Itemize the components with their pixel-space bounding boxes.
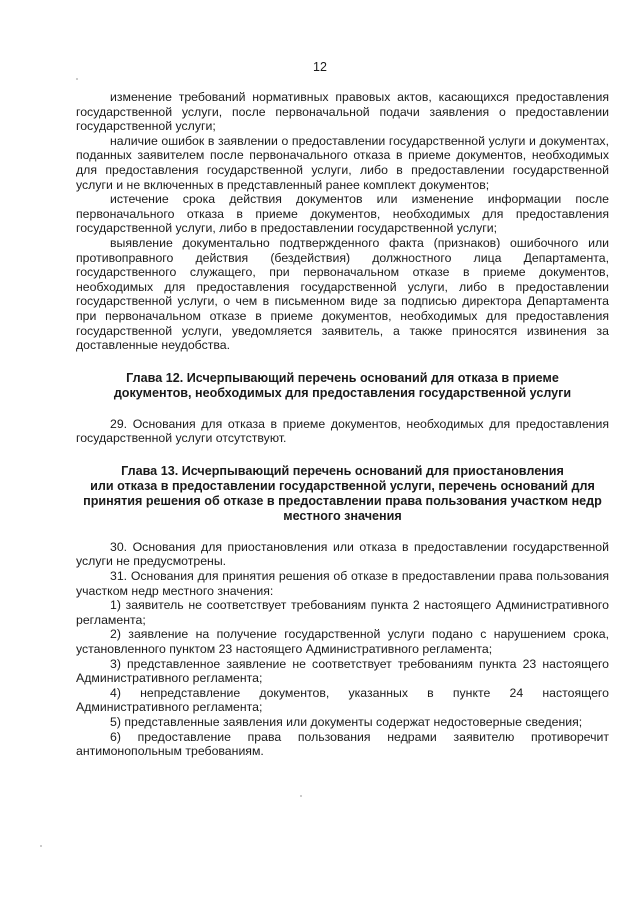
paragraph-29: 29. Основания для отказа в приеме документов, необходимых для предоставления государственной услуги отсутствуют.: [76, 416, 609, 446]
spacer: [76, 353, 609, 371]
document-body: [76, 90, 609, 759]
scan-speck: [76, 78, 78, 80]
list-item: 5) представленные заявления или документы содержат недостоверные сведения;: [110, 715, 583, 729]
paragraph-30: 30. Основания для приостановления или отказа в предоставлении государственной услуги не предусмотрены.: [76, 539, 609, 569]
list-item: 1) заявитель не соответствует требованиям пункта 2 настоящего Административного регламента;: [76, 598, 609, 627]
heading-line: Глава 12. Исчерпывающий перечень оснований для отказа в приеме: [126, 370, 559, 385]
scan-speck: [300, 795, 302, 797]
paragraph: выявление документально подтвержденного факта (признаков) ошибочного или противоправного действия (бездействия) должностного лица Департамента, государственного служащего, при первоначальном отказе в приеме документов, необходимых для предоставления государственной услуги, либо в предоставлении государственной услуги, о чем в письменном виде за подписью директора Департамента при первоначальном отказе в приеме документов, необходимых для предоставления государственной услуги, уведомляется заявитель, а также приносятся извинения за доставленные неудобства.: [76, 235, 609, 353]
heading-line: принятия решения об отказе в предоставлении права пользования участком недр: [83, 493, 602, 508]
list-item: 4) непредставление документов, указанных в пункте 24 настоящего Административного регламента;: [76, 685, 609, 715]
chapter-12-heading: [76, 371, 609, 401]
heading-line: документов, необходимых для предоставления государственной услуги: [113, 385, 572, 400]
heading-line: местного значения: [283, 508, 402, 523]
spacer: [76, 446, 609, 464]
spacer: [76, 401, 609, 417]
paragraph: истечение срока действия документов или изменение информации после первоначального отказа в приеме документов, необходимых для предоставления государственной услуги, либо в предоставлении государственной услуги;: [76, 192, 609, 236]
heading-line: или отказа в предоставлении государственной услуги, перечень оснований для: [90, 478, 595, 493]
list-item: 6) предоставление права пользования недрами заявителю противоречит антимонопольным требованиям.: [76, 729, 609, 759]
paragraph: наличие ошибок в заявлении о предоставлении государственной услуги и документах, поданных заявителем после первоначального отказа в приеме документов, необходимых для предоставления государственной услуги, либо в предоставлении государственной услуги и не включенных в представленный ранее комплект документов;: [76, 133, 609, 192]
heading-line: Глава 13. Исчерпывающий перечень оснований для приостановления: [121, 463, 564, 478]
spacer: [76, 524, 609, 540]
paragraph-31: 31. Основания для принятия решения об отказе в предоставлении права пользования участком недр местного значения:: [76, 569, 609, 598]
scan-speck: [40, 845, 42, 847]
paragraph: изменение требований нормативных правовых актов, касающихся предоставления государственной услуги, после первоначальной подачи заявления о предоставлении государственной услуги;: [76, 90, 609, 134]
chapter-13-heading: [76, 464, 609, 524]
list-item: 3) представленное заявление не соответствует требованиям пункта 23 настоящего Административного регламента;: [76, 656, 609, 686]
list-item: 2) заявление на получение государственной услуги подано с нарушением срока, установленного пунктом 23 настоящего Административного регламента;: [76, 627, 609, 657]
page-number: 12: [313, 60, 327, 74]
